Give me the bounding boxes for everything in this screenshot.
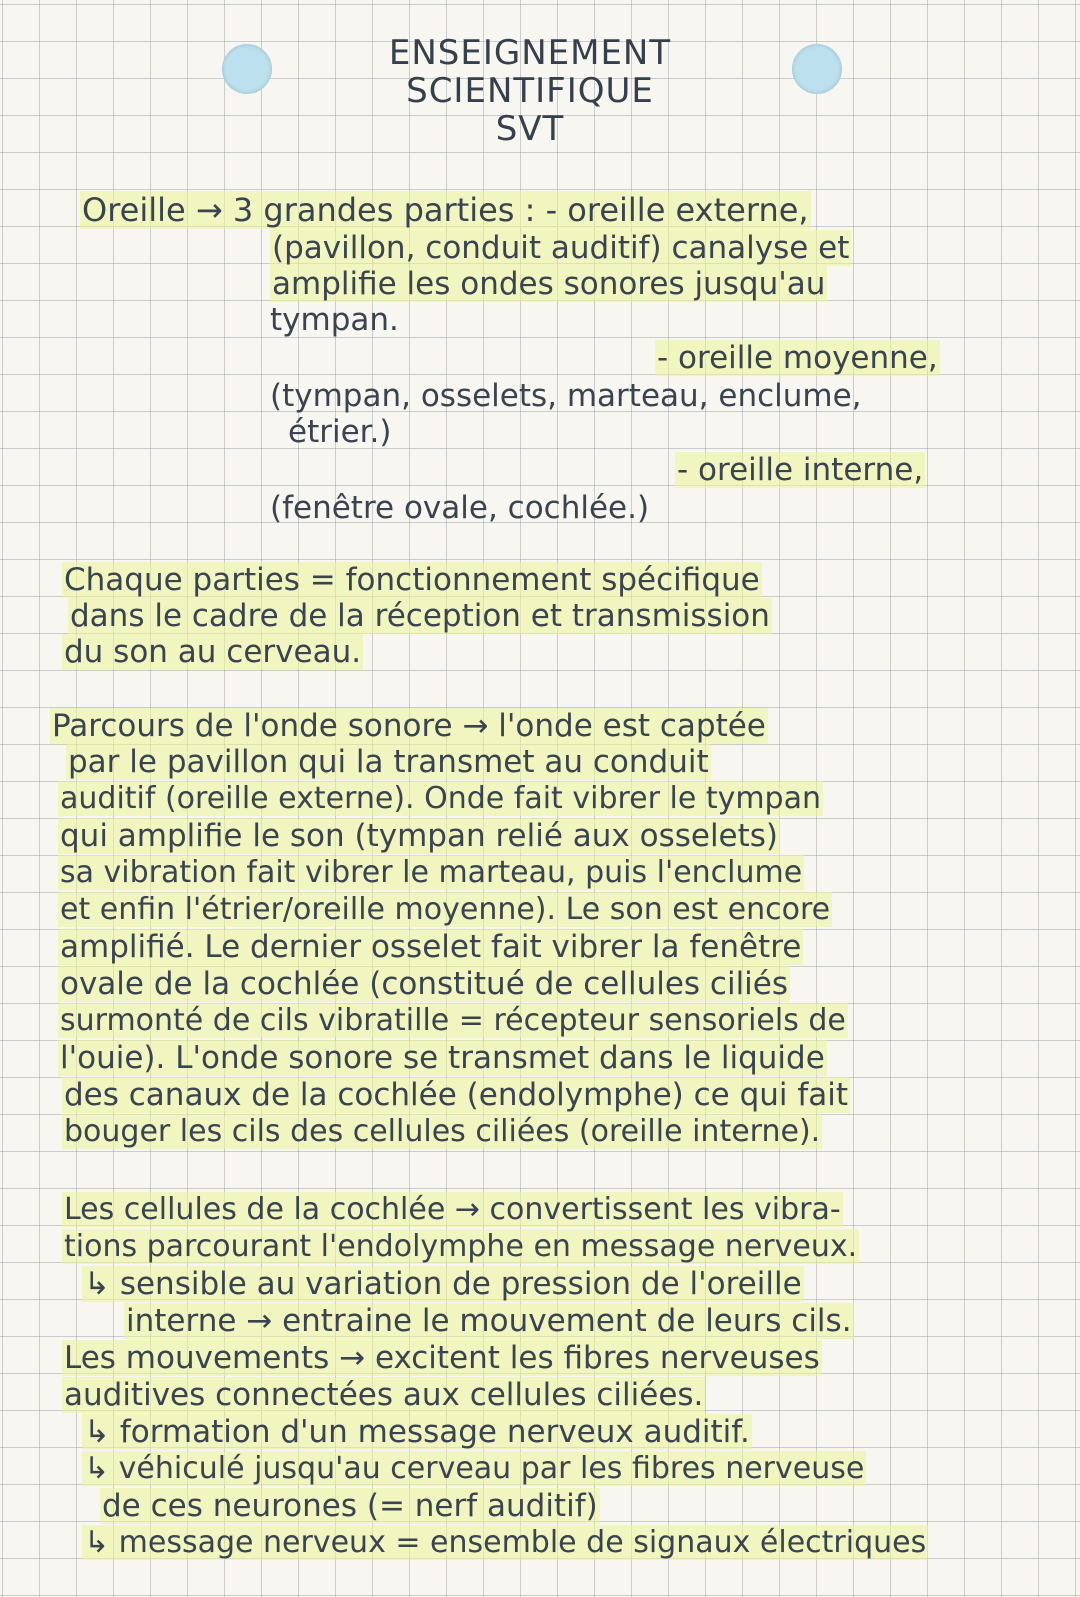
note-line: tympan. (270, 302, 399, 338)
title-line-2: SCIENTIFIQUE (406, 71, 654, 111)
note-line: l'ouie). L'onde sonore se transmet dans le liquide (60, 1040, 825, 1076)
note-line: surmonté de cils vibratille = récepteur sensoriels de (60, 1003, 846, 1038)
note-line: - oreille interne, (677, 452, 924, 488)
binder-hole-right (792, 44, 842, 94)
note-line: amplifié. Le dernier osselet fait vibrer la fenêtre (60, 929, 802, 965)
note-line: auditif (oreille externe). Onde fait vibrer le tympan (60, 781, 822, 816)
note-line: ↳ véhiculé jusqu'au cerveau par les fibres nerveuse (84, 1451, 865, 1486)
note-line: ↳ sensible au variation de pression de l'oreille (84, 1266, 802, 1302)
note-line: ↳ formation d'un message nerveux auditif. (84, 1414, 750, 1450)
note-line: ↳ message nerveux = ensemble de signaux électriques (84, 1525, 927, 1560)
note-line: (fenêtre ovale, cochlée.) (270, 490, 650, 526)
note-line: de ces neurones (= nerf auditif) (102, 1488, 598, 1524)
note-line: par le pavillon qui la transmet au conduit (68, 744, 709, 780)
note-line: étrier.) (288, 414, 392, 450)
note-line: Chaque parties = fonctionnement spécifique (64, 562, 760, 598)
note-line: Les mouvements → excitent les fibres nerveuses (64, 1340, 820, 1376)
note-line: Les cellules de la cochlée → convertissent les vibra- (64, 1192, 841, 1227)
note-line: tions parcourant l'endolymphe en message nerveux. (64, 1229, 858, 1264)
note-line: du son au cerveau. (64, 634, 362, 670)
binder-hole-left (222, 44, 272, 94)
note-line: (pavillon, conduit auditif) canalyse et (272, 230, 850, 266)
note-line: (tympan, osselets, marteau, enclume, (270, 378, 862, 414)
note-line: auditives connectées aux cellules ciliées. (64, 1377, 704, 1413)
note-line: - oreille moyenne, (657, 340, 938, 376)
note-line: amplifie les ondes sonores jusqu'au (272, 266, 826, 302)
note-line: et enfin l'étrier/oreille moyenne). Le son est encore (60, 892, 831, 927)
note-line: interne → entraine le mouvement de leurs cils. (126, 1303, 852, 1339)
note-line: sa vibration fait vibrer le marteau, puis l'enclume (60, 855, 803, 890)
note-line: dans le cadre de la réception et transmission (70, 598, 770, 634)
page-title (330, 34, 730, 148)
note-line: Parcours de l'onde sonore → l'onde est captée (52, 708, 766, 744)
note-line: qui amplifie le son (tympan relié aux osselets) (60, 818, 779, 854)
title-line-3: SVT (495, 109, 565, 149)
note-line: bouger les cils des cellules ciliées (oreille interne). (64, 1114, 821, 1149)
note-line: Oreille → 3 grandes parties : - oreille externe, (82, 191, 809, 229)
note-line: ovale de la cochlée (constitué de cellules ciliés (60, 966, 789, 1002)
note-line: des canaux de la cochlée (endolymphe) ce qui fait (64, 1077, 849, 1113)
title-line-1: ENSEIGNEMENT (388, 33, 672, 73)
